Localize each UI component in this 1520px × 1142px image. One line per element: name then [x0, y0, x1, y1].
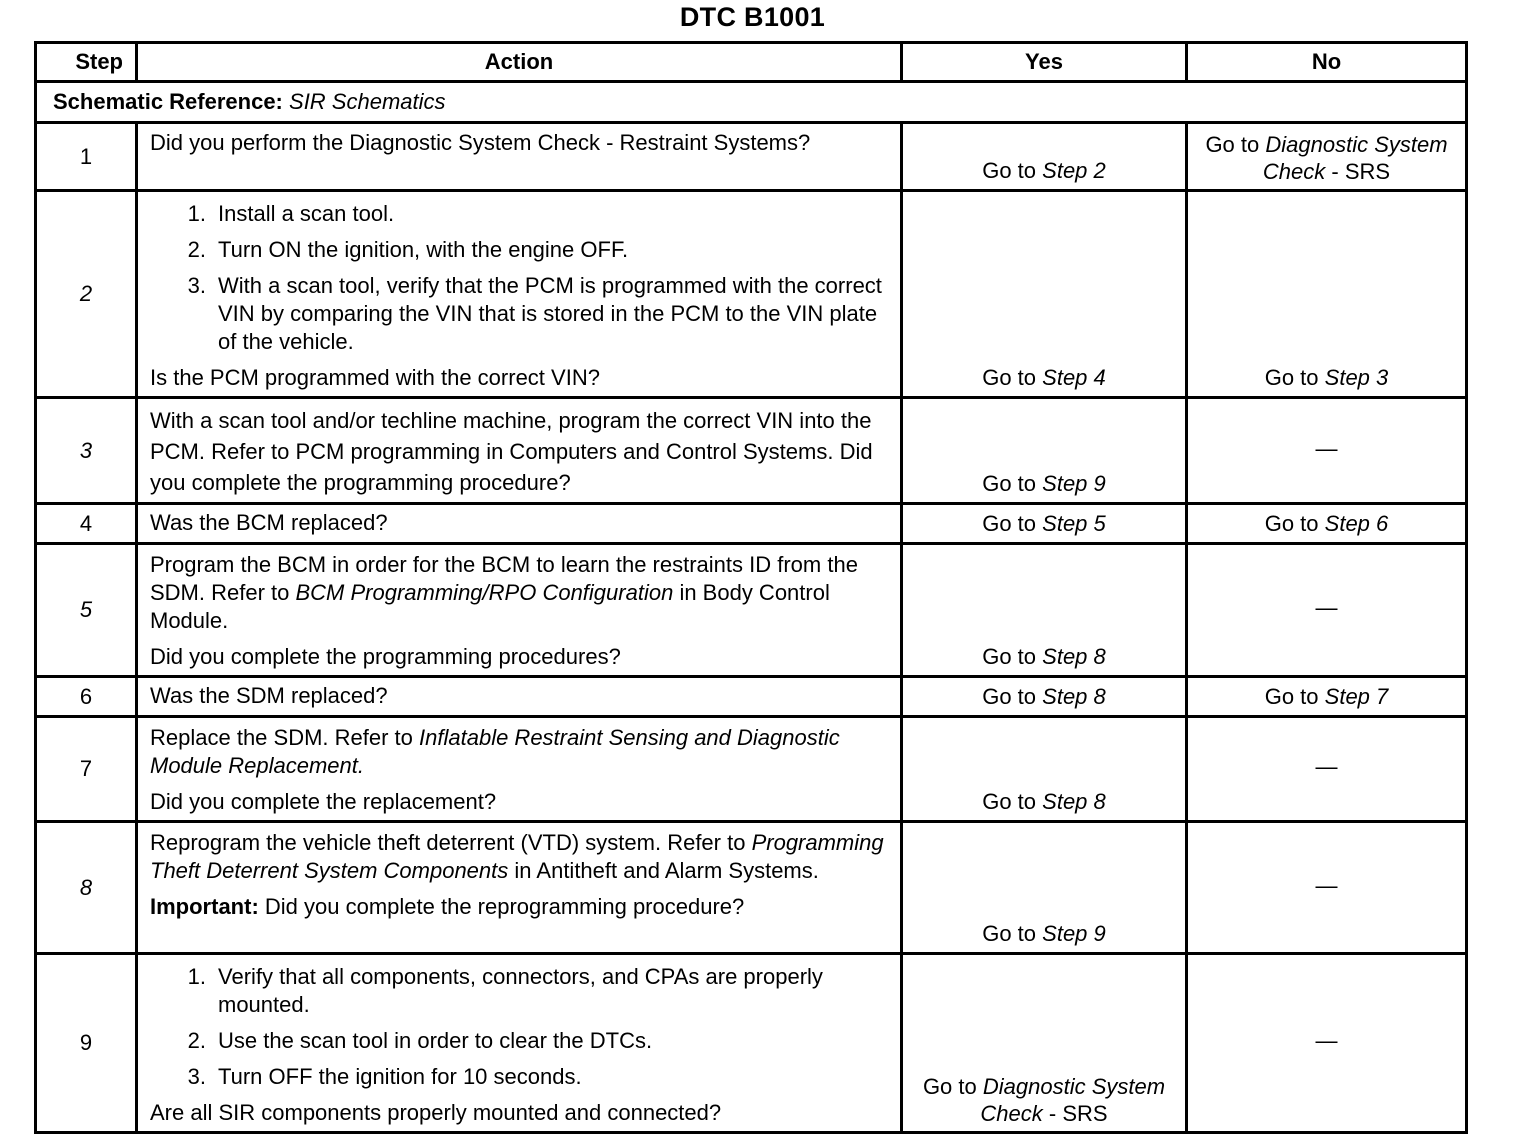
reference-link[interactable]: Inflatable Restraint Sensing and Diagnostic Module Replacement. [150, 725, 840, 778]
step-number: 9 [36, 954, 137, 1133]
list-item [150, 963, 890, 1019]
yes-cell [902, 677, 1187, 717]
step-number: 7 [36, 717, 137, 822]
no-link[interactable]: Step 7 [1324, 684, 1389, 709]
yes-cell [902, 544, 1187, 677]
no-prefix: Go to [1264, 511, 1319, 536]
table-row [36, 123, 1467, 191]
table-row [36, 717, 1467, 822]
action-steps-list [150, 200, 890, 356]
yes-prefix: Go to [982, 921, 1037, 946]
schematic-label: Schematic Reference: [53, 89, 283, 114]
yes-link[interactable]: Step 5 [1042, 511, 1106, 536]
yes-prefix: Go to [982, 644, 1037, 669]
yes-cell [902, 717, 1187, 822]
step-number: 6 [36, 677, 137, 717]
list-item [150, 1063, 890, 1091]
table-row [36, 544, 1467, 677]
yes-cell [902, 822, 1187, 954]
no-link[interactable]: Step 6 [1324, 511, 1389, 536]
action-text-pre: Reprogram the vehicle theft deterrent (VTD) system. Refer to [150, 830, 746, 855]
no-cell [1187, 544, 1467, 677]
header-yes: Yes [902, 43, 1187, 82]
action-text: Did you perform the Diagnostic System Check - Restraint Systems? [150, 130, 811, 155]
table-row [36, 822, 1467, 954]
action-question: Is the PCM programmed with the correct VIN? [150, 365, 600, 390]
no-cell [1187, 677, 1467, 717]
step-number: 8 [36, 822, 137, 954]
step-number: 1 [36, 123, 137, 191]
no-prefix: Go to [1264, 365, 1319, 390]
action-text-pre: Program the BCM in order for the BCM to learn the restraints ID from the SDM. Refer to [150, 552, 858, 605]
action-text-post: in Antitheft and Alarm Systems. [514, 858, 819, 883]
yes-cell [902, 504, 1187, 544]
yes-link[interactable]: Step 8 [1042, 789, 1106, 814]
list-item [150, 200, 890, 228]
action-cell [137, 504, 902, 544]
list-item [150, 1027, 890, 1055]
no-cell [1187, 954, 1467, 1133]
action-cell [137, 544, 902, 677]
list-text: Turn ON the ignition, with the engine OFF. [218, 237, 629, 262]
action-steps-list [150, 963, 890, 1091]
step-number: 2 [36, 191, 137, 398]
list-text: Install a scan tool. [218, 201, 395, 226]
list-number: 2. [187, 237, 206, 262]
action-question: Did you complete the replacement? [150, 789, 497, 814]
action-cell [137, 822, 902, 954]
table-row [36, 191, 1467, 398]
no-cell [1187, 398, 1467, 504]
action-text [150, 829, 890, 885]
table-row [36, 398, 1467, 504]
list-number: 3. [187, 1064, 206, 1089]
dtc-table [34, 41, 1468, 1134]
action-question: Did you complete the programming procedures? [150, 644, 621, 669]
list-item [150, 272, 890, 356]
yes-suffix: - SRS [1048, 1101, 1108, 1126]
no-action-dash: — [1315, 872, 1338, 898]
action-text: With a scan tool and/or techline machine, program the correct VIN into the PCM. Refer to PCM programming in Computers and Control Systems. Did you complete the programming procedure? [150, 408, 873, 495]
yes-prefix: Go to [982, 684, 1037, 709]
schematic-reference [36, 82, 1467, 123]
action-cell [137, 191, 902, 398]
table-row [36, 677, 1467, 717]
header-step: Step [36, 43, 137, 82]
yes-prefix: Go to [982, 158, 1037, 183]
schematic-link[interactable]: SIR Schematics [289, 89, 446, 114]
action-question [150, 893, 890, 921]
yes-cell [902, 191, 1187, 398]
important-label: Important: [150, 894, 259, 919]
action-text [150, 724, 890, 780]
yes-cell [902, 398, 1187, 504]
yes-link[interactable]: Step 8 [1042, 684, 1106, 709]
yes-prefix: Go to [982, 511, 1037, 536]
yes-link[interactable]: Diagnostic System Check [980, 1074, 1166, 1126]
list-text: Verify that all components, connectors, and CPAs are properly mounted. [218, 964, 823, 1017]
yes-link[interactable]: Step 8 [1042, 644, 1106, 669]
yes-prefix: Go to [982, 365, 1037, 390]
header-no: No [1187, 43, 1467, 82]
yes-prefix: Go to [922, 1074, 977, 1099]
no-suffix: - SRS [1331, 159, 1391, 184]
no-cell [1187, 123, 1467, 191]
yes-prefix: Go to [982, 789, 1037, 814]
list-text: Turn OFF the ignition for 10 seconds. [218, 1064, 582, 1089]
step-number: 5 [36, 544, 137, 677]
list-text: Use the scan tool in order to clear the DTCs. [218, 1028, 653, 1053]
no-action-dash: — [1315, 1028, 1338, 1053]
list-number: 2. [187, 1028, 206, 1053]
yes-cell [902, 954, 1187, 1133]
reference-link[interactable]: Programming Theft Deterrent System Components [150, 830, 884, 883]
yes-link[interactable]: Step 9 [1042, 471, 1106, 496]
no-cell [1187, 717, 1467, 822]
list-number: 3. [187, 273, 206, 298]
header-row [36, 43, 1467, 82]
yes-prefix: Go to [982, 471, 1037, 496]
action-text: Was the SDM replaced? [150, 683, 388, 708]
no-cell [1187, 504, 1467, 544]
step-number: 3 [36, 398, 137, 504]
no-cell [1187, 191, 1467, 398]
no-prefix: Go to [1264, 684, 1319, 709]
yes-link[interactable]: Step 4 [1042, 365, 1106, 390]
question-text: Did you complete the reprogramming procedure? [264, 894, 745, 919]
action-cell [137, 954, 902, 1133]
yes-link[interactable]: Step 9 [1042, 921, 1106, 946]
action-text-pre: Replace the SDM. Refer to [150, 725, 413, 750]
schematic-row [36, 82, 1467, 123]
table-row [36, 954, 1467, 1133]
action-text-post: in Body Control Module. [150, 580, 830, 633]
list-text: With a scan tool, verify that the PCM is programmed with the correct VIN by comparing the VIN that is stored in the PCM to the VIN plate of the vehicle. [218, 273, 882, 354]
yes-link[interactable]: Step 2 [1042, 158, 1106, 183]
no-prefix: Go to [1205, 132, 1260, 157]
action-cell [137, 717, 902, 822]
list-number: 1. [187, 201, 206, 226]
no-action-dash: — [1315, 435, 1338, 461]
reference-link[interactable]: BCM Programming/RPO Configuration [295, 580, 674, 605]
action-text: Was the BCM replaced? [150, 510, 388, 535]
no-cell [1187, 822, 1467, 954]
step-number: 4 [36, 504, 137, 544]
page-title: DTC B1001 [679, 2, 826, 32]
yes-cell [902, 123, 1187, 191]
no-action-dash: — [1315, 595, 1338, 620]
action-question: Are all SIR components properly mounted and connected? [150, 1100, 722, 1125]
header-action: Action [137, 43, 902, 82]
no-action-dash: — [1315, 754, 1338, 779]
action-text [150, 551, 890, 635]
no-link[interactable]: Step 3 [1324, 365, 1389, 390]
list-number: 1. [187, 964, 206, 989]
list-item [150, 236, 890, 264]
table-row [36, 504, 1467, 544]
action-cell [137, 677, 902, 717]
no-link[interactable]: Diagnostic System Check [1262, 132, 1448, 184]
action-cell [137, 123, 902, 191]
action-cell [137, 398, 902, 504]
